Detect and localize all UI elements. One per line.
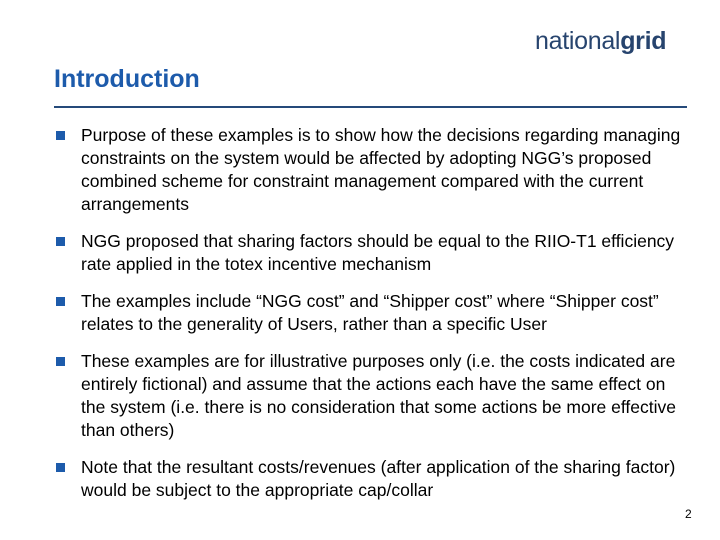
bullet-text: The examples include “NGG cost” and “Shipper cost” where “Shipper cost” relates to the generality of Users, rather than a specific User — [81, 291, 659, 334]
logo-text-grid: grid — [620, 27, 667, 55]
national-grid-logo — [535, 27, 666, 56]
square-bullet-icon — [56, 131, 65, 140]
page-number: 2 — [685, 507, 692, 521]
bullet-item — [56, 350, 686, 442]
slide-title: Introduction — [54, 65, 200, 93]
square-bullet-icon — [56, 237, 65, 246]
bullet-text: Purpose of these examples is to show how the decisions regarding managing constraints on the system would be affected by adopting NGG’s proposed combined scheme for constraint management compared with the current arrangements — [81, 125, 681, 214]
bullet-item — [56, 230, 686, 276]
bullet-item — [56, 456, 686, 502]
bullet-text: NGG proposed that sharing factors should be equal to the RIIO-T1 efficiency rate applied in the totex incentive mechanism — [81, 231, 675, 274]
logo-text-national: national — [535, 27, 621, 55]
title-divider — [54, 106, 687, 108]
bullet-text: Note that the resultant costs/revenues (after application of the sharing factor) would be subject to the appropriate cap/collar — [81, 457, 676, 500]
bullet-item — [56, 290, 686, 336]
square-bullet-icon — [56, 463, 65, 472]
bullet-text: These examples are for illustrative purposes only (i.e. the costs indicated are entirely fictional) and assume that the actions each have the same effect on the system (i.e. there is no consideration that some actions be more effective than others) — [81, 351, 676, 440]
square-bullet-icon — [56, 357, 65, 366]
bullet-item — [56, 124, 686, 216]
square-bullet-icon — [56, 297, 65, 306]
bullet-list — [56, 124, 686, 516]
